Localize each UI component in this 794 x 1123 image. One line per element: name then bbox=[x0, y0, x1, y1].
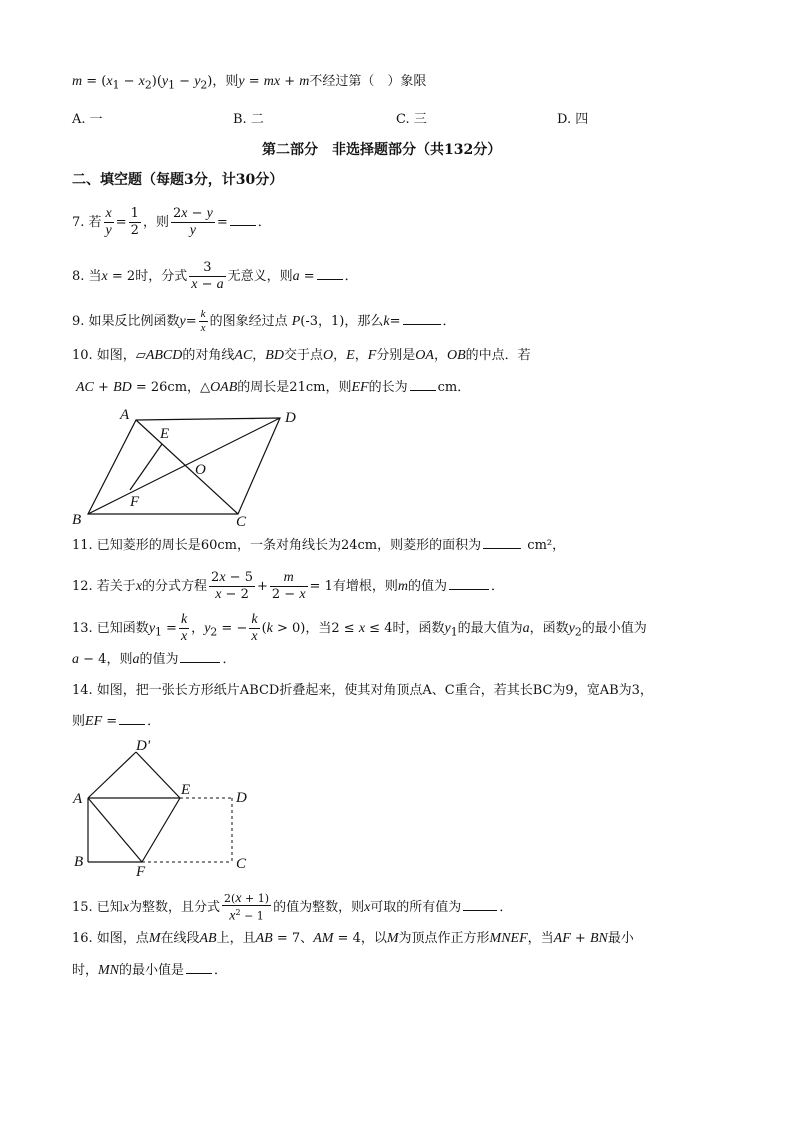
q6-option-c: C. 三 bbox=[396, 112, 427, 127]
answer-blank[interactable] bbox=[230, 213, 256, 226]
label-f: F bbox=[136, 864, 146, 876]
question-8: 8. 当x = 2时，分式 $\frac{3}{x - a}$ 无意义，则a = ． bbox=[72, 260, 358, 292]
answer-blank[interactable] bbox=[403, 312, 441, 325]
label-c: C bbox=[236, 514, 247, 528]
question-16-line2: 时，MN的最小值是 ． bbox=[72, 963, 228, 978]
label-a: A bbox=[120, 407, 130, 423]
answer-blank[interactable] bbox=[463, 898, 497, 911]
q6-formula-m: m bbox=[72, 74, 83, 89]
q6-option-d: D. 四 bbox=[557, 112, 589, 127]
label-d: D bbox=[236, 790, 247, 806]
folded-rectangle-figure bbox=[70, 736, 260, 876]
question-10-line1: 10. 如图，▱ABCD的对角线AC，BD交于点O，E，F分别是OA，OB的中点．若 bbox=[72, 348, 531, 363]
label-b: B bbox=[74, 854, 84, 870]
question-12: 12. 若关于x的分式方程 $\frac{2x - 5}{x - 2}$ + $\frac{m}{2 - x}$ = 1有增根，则m的值为 ． bbox=[72, 570, 505, 602]
question-10-line2: AC + BD = 26cm，△OAB的周长是21cm，则EF的长为 cm． bbox=[76, 380, 471, 395]
question-9: 9. 如果反比例函数y= $\frac{k}{x}$ 的图象经过点 P(-3，1)，那么k= ． bbox=[72, 308, 456, 334]
answer-blank[interactable] bbox=[449, 577, 489, 590]
question-13-line1: 13. 已知函数$y_1$ = $\frac{k}{x}$ ，$y_2$ = − $\frac{k}{x}$ (k > 0)，当2 ≤ x ≤ 4时，函数$y_1$的最大值为a，函数$y_2$的最小值为 bbox=[72, 612, 647, 644]
question-13-line2: a − 4，则a的值为 ． bbox=[72, 652, 236, 667]
label-d: D bbox=[285, 410, 296, 426]
label-a: A bbox=[73, 791, 83, 807]
label-o: O bbox=[195, 462, 206, 478]
question-11: 11. 已知菱形的周长是60cm，一条对角线长为24cm，则菱形的面积为 cm²， bbox=[72, 538, 566, 553]
question-15: 15. 已知x为整数，且分式 $\frac{2(x + 1)}{x^2 - 1}$ 的值为整数，则x可取的所有值为 ． bbox=[72, 891, 513, 924]
answer-blank[interactable] bbox=[119, 712, 145, 725]
label-e: E bbox=[181, 782, 191, 798]
label-b: B bbox=[72, 512, 82, 528]
label-c: C bbox=[236, 856, 247, 872]
section-title: 第二部分 非选择题部分（共132分） bbox=[262, 142, 502, 158]
question-16-line1: 16. 如图，点M在线段AB上，且AB = 7、AM = 4，以M为顶点作正方形MNEF，当AF + BN最小 bbox=[72, 931, 634, 946]
parallelogram-figure bbox=[70, 402, 310, 528]
answer-blank[interactable] bbox=[483, 536, 521, 549]
q6-stem: $m = (x_1 - x_2)(y_1 - y_2)$，则y = mx + m不经过第（ ）象限 bbox=[72, 74, 427, 92]
question-7: 7. 若 $\frac{x}{y}$ = $\frac{1}{2}$ ，则 $\frac{2x - y}{y}$ = ． bbox=[72, 206, 271, 238]
q6-option-a: A. 一 bbox=[72, 112, 103, 127]
part-title: 二、填空题（每题3分，计30分） bbox=[72, 172, 284, 188]
answer-blank[interactable] bbox=[180, 650, 220, 663]
answer-blank[interactable] bbox=[317, 267, 343, 280]
answer-blank[interactable] bbox=[186, 961, 212, 974]
question-14-line2: 则EF = ． bbox=[72, 714, 161, 729]
label-d-prime: D' bbox=[136, 738, 151, 754]
label-f: F bbox=[130, 494, 140, 510]
answer-blank[interactable] bbox=[410, 378, 436, 391]
q6-option-b: B. 二 bbox=[233, 112, 264, 127]
question-14-line1: 14. 如图，把一张长方形纸片ABCD折叠起来，使其对角顶点A、C重合，若其长BC为9，宽AB为3， bbox=[72, 683, 653, 698]
label-e: E bbox=[160, 426, 170, 442]
